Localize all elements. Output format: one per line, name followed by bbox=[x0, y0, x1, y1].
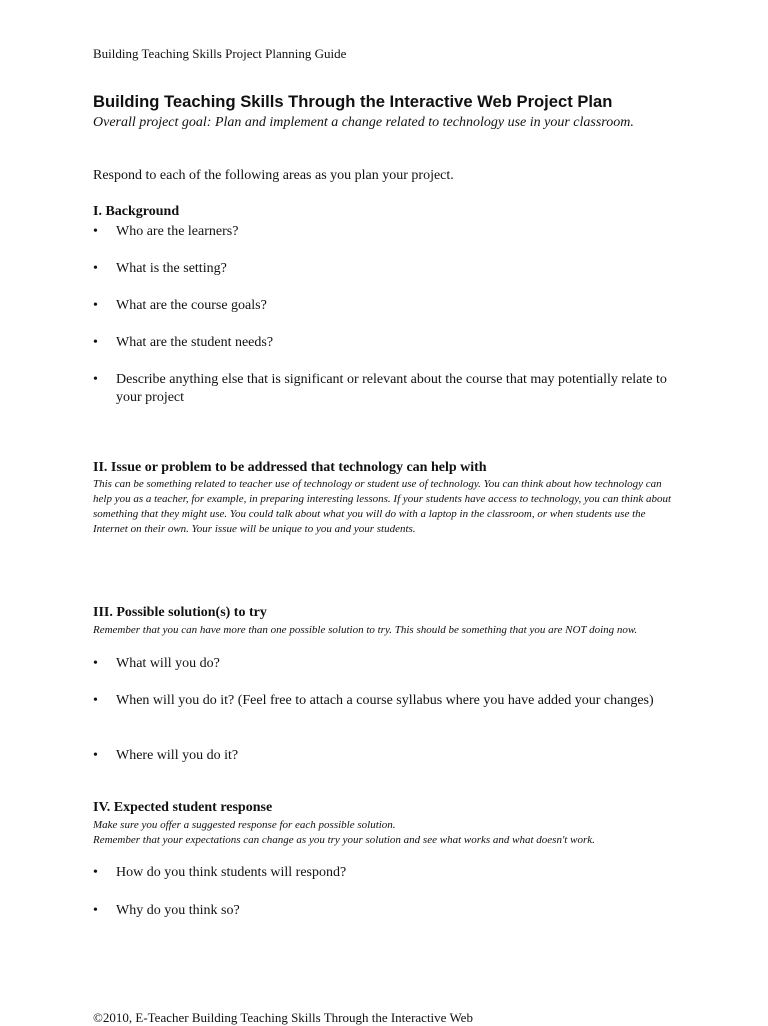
bullet-icon: • bbox=[93, 298, 98, 313]
list-item: • What are the student needs? bbox=[93, 335, 274, 350]
list-item: • What are the course goals? bbox=[93, 298, 267, 313]
section-heading-solutions: III. Possible solution(s) to try bbox=[93, 605, 267, 620]
document-title: Building Teaching Skills Through the Interactive Web Project Plan bbox=[93, 92, 613, 111]
instruction-text: Respond to each of the following areas as you plan your project. bbox=[93, 168, 454, 183]
list-item: • What is the setting? bbox=[93, 261, 227, 276]
section-description: This can be something related to teacher use of technology or student use of technology. You can think about how technology can help you as a teacher, for example, in preparing interesting lessons. If your students have access to technology, you can think about something that they might use. You could talk about what you will do with a laptop in the classroom, or when students use the Internet on their own. Your issue will be unique to you and your students. bbox=[93, 478, 672, 535]
list-item: • Why do you think so? bbox=[93, 903, 240, 918]
bullet-icon: • bbox=[93, 903, 98, 918]
bullet-icon: • bbox=[93, 261, 98, 276]
page-footer: ©2010, E-Teacher Building Teaching Skills Through the Interactive Web bbox=[93, 1010, 473, 1025]
running-header: Building Teaching Skills Project Planning Guide bbox=[93, 46, 347, 61]
list-item: • How do you think students will respond? bbox=[93, 865, 347, 880]
bullet-icon: • bbox=[93, 224, 98, 239]
list-item: • Who are the learners? bbox=[93, 224, 239, 239]
bullet-icon: • bbox=[93, 748, 98, 763]
bullet-icon: • bbox=[93, 865, 98, 880]
bullet-icon: • bbox=[93, 372, 98, 387]
list-item: • Where will you do it? bbox=[93, 748, 239, 763]
bullet-icon: • bbox=[93, 656, 98, 671]
list-item: • When will you do it? (Feel free to attach a course syllabus where you have added your changes) bbox=[93, 693, 654, 708]
section-description: Remember that you can have more than one possible solution to try. This should be something that you are NOT doing now. bbox=[93, 624, 638, 636]
list-item: • What will you do? bbox=[93, 656, 220, 671]
section-description: Make sure you offer a suggested response for each possible solution. bbox=[93, 819, 396, 831]
project-goal: Overall project goal: Plan and implement a change related to technology use in your classroom. bbox=[93, 115, 634, 130]
section-description: Remember that your expectations can change as you try your solution and see what works and what doesn't work. bbox=[93, 834, 595, 846]
bullet-icon: • bbox=[93, 335, 98, 350]
bullet-icon: • bbox=[93, 693, 98, 708]
section-heading-response: IV. Expected student response bbox=[93, 800, 273, 815]
list-item: • Describe anything else that is significant or relevant about the course that may potentially relate to your project bbox=[93, 372, 667, 405]
section-heading-issue: II. Issue or problem to be addressed that technology can help with bbox=[93, 460, 487, 475]
section-heading-background: I. Background bbox=[93, 204, 180, 219]
